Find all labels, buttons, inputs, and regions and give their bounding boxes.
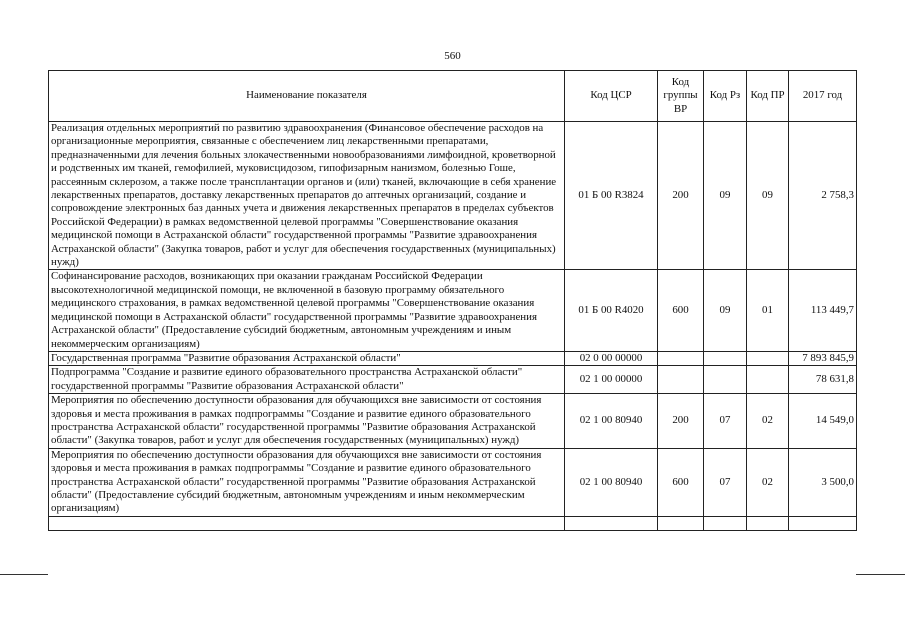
- row-csr: 01 Б 00 R4020: [565, 270, 658, 351]
- row-pr: [747, 366, 789, 394]
- row-name: Мероприятия по обеспечению доступности образования для обучающихся вне зависимости от состояния здоровья и места проживания в рамках подпрограммы "Создание и развитие единого образовательного пространства Астраханской области" государственной программы "Развитие образования Астраханской области" (Закупка товаров, работ и услуг для обеспечения государственных (муниципальных) нужд): [49, 394, 565, 449]
- right-margin-rule: [856, 574, 905, 575]
- row-rz: 09: [704, 122, 747, 270]
- row-rz: 07: [704, 448, 747, 516]
- table-row: [49, 366, 857, 394]
- row-rz: [704, 351, 747, 365]
- header-year: 2017 год: [789, 71, 857, 122]
- row-vr: [658, 516, 704, 530]
- row-pr: [747, 351, 789, 365]
- row-vr: 600: [658, 448, 704, 516]
- row-vr: 200: [658, 394, 704, 449]
- table-row: [49, 351, 857, 365]
- row-amount: 3 500,0: [789, 448, 857, 516]
- row-rz: 09: [704, 270, 747, 351]
- row-amount: 78 631,8: [789, 366, 857, 394]
- row-pr: 09: [747, 122, 789, 270]
- budget-table: [48, 70, 857, 531]
- row-pr: 02: [747, 394, 789, 449]
- row-pr: [747, 516, 789, 530]
- row-amount: [789, 516, 857, 530]
- row-amount: 113 449,7: [789, 270, 857, 351]
- row-name: Реализация отдельных мероприятий по развитию здравоохранения (Финансовое обеспечение расходов на организационные мероприятия, связанные с обеспечением лиц лекарственными препаратами, предназначенными для лечения больных злокачественными новообразованиями лимфоидной, кроветворной и родственных им тканей, гемофилией, муковисцидозом, гипофизарным нанизмом, болезнью Гоше, рассеянным склерозом, а также после трансплантации органов и (или) тканей, включающие в себя хранение лекарственных препаратов, доставку лекарственных препаратов до аптечных организаций, создание и сопровождение электронных баз данных учета и движения лекарственных препаратов в пределах субъектов Российской Федерации) в рамках ведомственной целевой программы "Совершенствование оказания медицинской помощи в Астраханской области" государственной программы "Развитие здравоохранения Астраханской области" (Закупка товаров, работ и услуг для обеспечения государственных (муниципальных) нужд): [49, 122, 565, 270]
- row-pr: 02: [747, 448, 789, 516]
- table-row: [49, 394, 857, 449]
- row-pr: 01: [747, 270, 789, 351]
- table-row: [49, 270, 857, 351]
- row-vr: [658, 366, 704, 394]
- header-vr: Код группы ВР: [658, 71, 704, 122]
- row-csr: 02 1 00 80940: [565, 448, 658, 516]
- table-row: [49, 448, 857, 516]
- header-rz: Код Рз: [704, 71, 747, 122]
- row-csr: 02 0 00 00000: [565, 351, 658, 365]
- header-csr: Код ЦСР: [565, 71, 658, 122]
- row-vr: [658, 351, 704, 365]
- header-name: Наименование показателя: [49, 71, 565, 122]
- row-csr: 01 Б 00 R3824: [565, 122, 658, 270]
- row-csr: [565, 516, 658, 530]
- row-amount: 7 893 845,9: [789, 351, 857, 365]
- row-name: Софинансирование расходов, возникающих при оказании гражданам Российской Федерации высокотехнологичной медицинской помощи, не включенной в базовую программу обязательного медицинского страхования, в рамках ведомственной целевой программы "Совершенствование оказания медицинской помощи в Астраханской области" государственной программы "Развитие здравоохранения Астраханской области" (Предоставление субсидий бюджетным, автономным учреждениям и иным некоммерческим организациям): [49, 270, 565, 351]
- header-pr: Код ПР: [747, 71, 789, 122]
- row-amount: 2 758,3: [789, 122, 857, 270]
- row-name: Подпрограмма "Создание и развитие единого образовательного пространства Астраханской области" государственной программы "Развитие образования Астраханской области": [49, 366, 565, 394]
- row-rz: 07: [704, 394, 747, 449]
- row-rz: [704, 516, 747, 530]
- page-number: 560: [444, 50, 461, 62]
- row-amount: 14 549,0: [789, 394, 857, 449]
- table-row: [49, 122, 857, 270]
- row-name: [49, 516, 565, 530]
- row-name: Государственная программа "Развитие образования Астраханской области": [49, 351, 565, 365]
- row-csr: 02 1 00 80940: [565, 394, 658, 449]
- table-header-row: [49, 71, 857, 122]
- row-csr: 02 1 00 00000: [565, 366, 658, 394]
- left-margin-rule: [0, 574, 48, 575]
- row-rz: [704, 366, 747, 394]
- table-row: [49, 516, 857, 530]
- row-vr: 200: [658, 122, 704, 270]
- row-vr: 600: [658, 270, 704, 351]
- row-name: Мероприятия по обеспечению доступности образования для обучающихся вне зависимости от состояния здоровья и места проживания в рамках подпрограммы "Создание и развитие единого образовательного пространства Астраханской области" государственной программы "Развитие образования Астраханской области" (Предоставление субсидий бюджетным, автономным учреждениям и иным некоммерческим организациям): [49, 448, 565, 516]
